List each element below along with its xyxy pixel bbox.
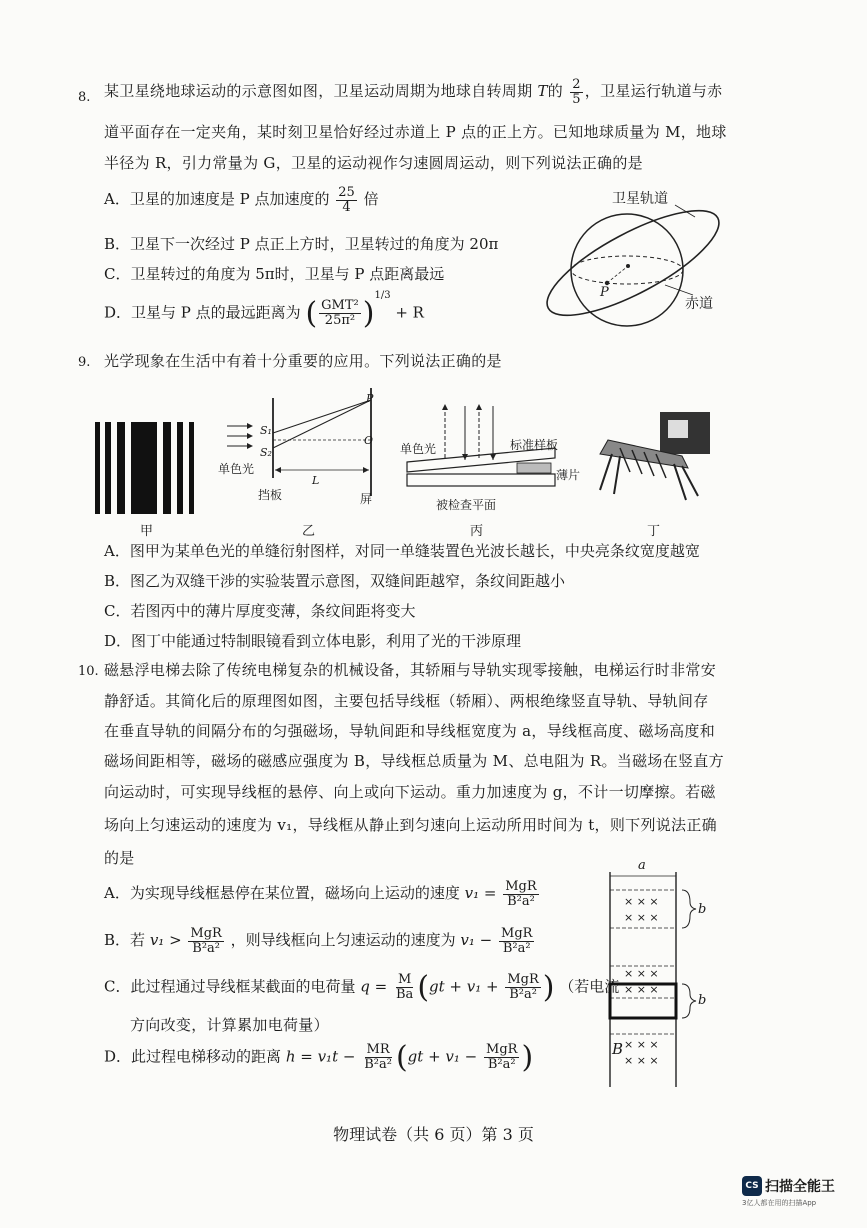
q8-d-exponent: 1/3 [374, 289, 391, 301]
q9-yi-s2-label: S₂ [260, 446, 272, 459]
q9-fig-ding-3d-glasses [590, 412, 720, 507]
q10-d-lparen: ( [395, 1040, 408, 1075]
q10-c-inner: gt + v₁ + [429, 977, 499, 996]
brace-b2 [682, 984, 696, 1018]
q9-option-b: B．图乙为双缝干涉的实验装置示意图，双缝间距越窄，条纹间距越小 [104, 572, 566, 590]
q10-d-num2: MgR [486, 1042, 518, 1058]
q10-b-den2: B²a² [502, 940, 531, 956]
q8-d-fraction [319, 299, 361, 327]
q10-d-den2: B²a² [487, 1057, 516, 1072]
q8-de: 的 [547, 82, 564, 101]
q8-line3: 半径为 R，引力常量为 G，卫星的运动视作匀速圆周运动，则下列说法正确的是 [104, 154, 643, 172]
watermark-subtitle: 3亿人都在用的扫描App [742, 1199, 817, 1207]
q10-d-den1: B²a² [364, 1057, 392, 1072]
arrow-head [247, 443, 253, 449]
q8-option-d [104, 289, 424, 331]
q8-d-rparen: ) [362, 296, 375, 331]
ray-s1-p [273, 400, 371, 433]
q8-l1b: ，卫星运行轨道与赤 [584, 82, 723, 101]
q10-field-x-row: × × × [624, 983, 659, 996]
diffraction-band [177, 422, 183, 514]
q8-option-c: C．卫星转过的角度为 5π时，卫星与 P 点距离最远 [104, 265, 445, 283]
q9-bing-std-label: 标准样板 [510, 438, 559, 452]
q10-b-cond: v₁ > [149, 931, 182, 950]
q10-c-num2: MgR [507, 972, 539, 988]
q8-option-a [104, 186, 379, 214]
q10-b-fraction2 [499, 927, 534, 955]
earth-sphere [571, 214, 683, 326]
q10-fig-b-field-label: B [612, 1040, 624, 1058]
q10-a-eq: v₁ = [464, 884, 497, 903]
q10-c-lparen: ( [417, 970, 430, 1005]
q8-fig-orbit-label: 卫星轨道 [612, 191, 668, 207]
arrow-head [275, 467, 281, 473]
q10-c-num1: M [398, 972, 412, 988]
q10-b-num2: MgR [501, 926, 533, 941]
q8-d-post: + R [395, 303, 424, 322]
q10-option-b [104, 927, 536, 955]
q9-caption-ding: 丁 [647, 524, 661, 539]
q9-yi-o-label: O [364, 434, 374, 447]
q10-fig-a-label: a [638, 858, 646, 873]
glasses-temple [614, 456, 620, 494]
q8-T: T [537, 82, 548, 101]
q9-option-d: D．图丁中能通过特制眼镜看到立体电影，利用了光的干涉原理 [104, 632, 522, 650]
q8-a-num: 25 [338, 185, 355, 200]
q9-yi-s1-label: S₁ [260, 424, 272, 437]
thin-sheet [517, 463, 551, 473]
q10-c-den2: B²a² [509, 987, 537, 1002]
q10-fig-b1-label: b [698, 902, 707, 917]
arrow-head [247, 423, 253, 429]
diffraction-band-center [131, 422, 157, 514]
q10-fig-b2-label: b [698, 993, 707, 1008]
q10-d-fraction1 [362, 1043, 394, 1071]
q8-d-num: GMT² [321, 298, 359, 314]
glasses-temple [682, 466, 698, 496]
brace-b1 [682, 890, 696, 928]
q8-d-den: 25π² [324, 313, 356, 328]
arrow-head [476, 404, 482, 410]
q10-c-rparen: ) [542, 970, 555, 1005]
q10-b-num1: MgR [190, 926, 222, 941]
scanner-watermark [742, 1176, 835, 1208]
q10-c-text: C．此过程通过导线框某截面的电荷量 [104, 977, 356, 996]
test-plane [407, 474, 555, 486]
q8-option-b: B．卫星下一次经过 P 点正上方时，卫星转过的角度为 20π [104, 235, 499, 253]
diffraction-band [189, 422, 194, 514]
cs-logo-icon: CS [742, 1176, 762, 1196]
diffraction-band [95, 422, 100, 514]
q8-a-post: 倍 [363, 190, 379, 209]
screen-image [668, 420, 688, 438]
q9-fig-yi-double-slit [225, 388, 375, 518]
q8-line1 [104, 78, 722, 106]
q10-line1: 磁悬浮电梯去除了传统电梯复杂的机械设备，其轿厢与导轨实现零接触，电梯运行时非常安 [104, 661, 717, 679]
q8-a-den: 4 [342, 199, 351, 215]
q10-line2: 静舒适。其简化后的原理图如图，主要包括导线框（轿厢）、两根绝缘竖直导轨、导轨间存 [104, 692, 709, 710]
q8-fig-equator-label: 赤道 [685, 296, 713, 312]
q8-line2: 道平面存在一定夹角，某时刻卫星恰好经过赤道上 P 点的正上方。已知地球质量为 M，地球 [104, 123, 727, 141]
q10-d-eq: h = v₁t − [285, 1047, 356, 1066]
q10-line6: 场向上匀速运动的速度为 v₁，导线框从静止到匀速向上运动所用时间为 t，则下列说法正确 [104, 816, 717, 834]
q8-frac-num: 2 [572, 77, 581, 92]
q8-a-text: A．卫星的加速度是 P 点加速度的 [104, 190, 330, 209]
q9-yi-plate-label: 挡板 [258, 488, 283, 502]
q10-b-speed: v₁ − [460, 931, 493, 950]
q10-a-num: MgR [505, 879, 537, 894]
q10-c-fraction2 [505, 973, 540, 1001]
q9-stem: 光学现象在生活中有着十分重要的应用。下列说法正确的是 [104, 352, 502, 370]
q10-option-a [104, 880, 541, 908]
arrow-head [490, 454, 496, 460]
q9-yi-screen-label: 屏 [360, 492, 373, 506]
q10-line5: 向运动时，可实现导线框的悬停、向上或向下运动。重力加速度为 g，不计一切摩擦。若磁 [104, 783, 716, 801]
watermark-title: 扫描全能王 [765, 1179, 835, 1195]
q10-b-den1: B²a² [192, 940, 220, 956]
q9-caption-jia: 甲 [140, 524, 154, 539]
q9-yi-p-label: P [366, 392, 374, 405]
glasses-temple [600, 454, 612, 490]
q8-frac-den: 5 [572, 91, 581, 107]
diffraction-band [117, 422, 125, 514]
q9-fig-jia-diffraction [95, 422, 205, 514]
equator-front [571, 256, 683, 284]
q10-c-eq: q = [360, 977, 388, 996]
q10-a-text: A．为实现导线框悬停在某位置，磁场向上运动的速度 [104, 884, 460, 903]
q10-c-note: （若电流 [559, 977, 620, 996]
q10-field-x-row: × × × [624, 1038, 659, 1051]
q10-d-text: D．此过程电梯移动的距离 [104, 1047, 282, 1066]
q10-c-fraction1 [394, 973, 415, 1001]
q10-c-den1: Ba [396, 987, 414, 1002]
q10-option-c-line2: 方向改变，计算累加电荷量） [130, 1016, 329, 1034]
q9-bing-mono-label: 单色光 [400, 442, 437, 456]
ray-s2-p [273, 400, 374, 448]
q10-field-x-row: × × × [624, 1054, 659, 1067]
q10-b-text: B．若 [104, 931, 146, 950]
q9-option-c: C．若图丙中的薄片厚度变薄，条纹间距将变大 [104, 602, 416, 620]
q8-l1a: 某卫星绕地球运动的示意图如图，卫星运动周期为地球自转周期 [104, 82, 533, 101]
arrow-head [442, 404, 448, 410]
q10-line7: 的是 [104, 849, 135, 867]
q10-a-fraction [503, 880, 538, 908]
q10-option-c [104, 970, 619, 1005]
q9-yi-l-label: L [312, 474, 320, 487]
q10-d-fraction2 [484, 1043, 519, 1071]
q10-option-d [104, 1040, 533, 1075]
q10-field-x-row: × × × [624, 911, 659, 924]
q10-d-rparen: ) [521, 1040, 534, 1075]
q10-b-fraction1 [188, 927, 223, 955]
q9-number: 9. [78, 355, 91, 370]
q9-bing-sheet-label: 薄片 [556, 468, 581, 482]
q9-option-a: A．图甲为某单色光的单缝衍射图样，对同一单缝装置色光波长越长，中央亮条纹宽度越宽 [104, 542, 700, 560]
page-footer: 物理试卷（共 6 页）第 3 页 [333, 1125, 534, 1144]
q9-caption-bing: 丙 [470, 524, 484, 539]
q10-line4: 磁场间距相等，磁场的磁感应强度为 B，导线框总质量为 M、总电阻为 R。当磁场在竖直方 [104, 752, 724, 770]
arrow-head [247, 433, 253, 439]
q8-fig-p-label: P [600, 285, 609, 300]
q10-d-inner: gt + v₁ − [407, 1047, 478, 1066]
q10-b-mid: ，则导线框向上匀速运动的速度为 [230, 931, 456, 950]
diffraction-band [163, 422, 171, 514]
q10-a-den: B²a² [507, 893, 535, 909]
q9-caption-yi: 乙 [302, 524, 316, 539]
q8-a-fraction [336, 186, 357, 214]
q10-number: 10. [78, 664, 99, 679]
q8-number: 8. [78, 90, 91, 105]
satellite-orbit [545, 191, 732, 334]
q8-d-lparen: ( [305, 296, 318, 331]
q9-yi-mono-label: 单色光 [218, 462, 255, 476]
q10-line3: 在垂直导轨的间隔分布的匀强磁场，导轨间距和导线框宽度为 a，导线框高度、磁场高度和 [104, 722, 716, 740]
q10-d-num1: MR [366, 1042, 390, 1058]
q10-field-x-row: × × × [624, 967, 659, 980]
q10-field-x-row: × × × [624, 895, 659, 908]
q8-period-fraction [570, 78, 583, 106]
center-to-p [607, 266, 628, 283]
q8-d-text: D．卫星与 P 点的最远距离为 [104, 303, 301, 322]
q9-bing-test-label: 被检查平面 [436, 498, 497, 512]
diffraction-band [105, 422, 111, 514]
arrow-head [363, 467, 369, 473]
